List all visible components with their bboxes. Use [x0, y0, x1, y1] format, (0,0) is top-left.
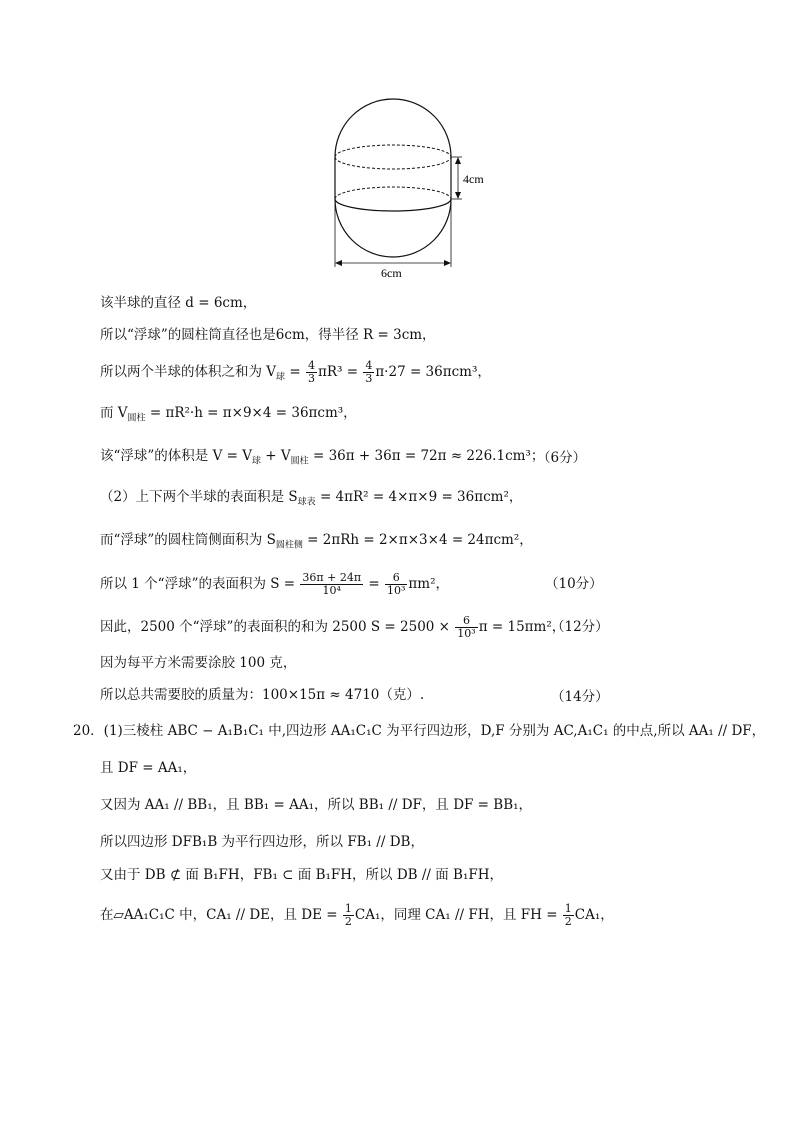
problem-20-line-5: 又由于 DB ⊄ 面 B₁FH，FB₁ ⊂ 面 B₁FH，所以 DB // 面 B₁FH， [100, 867, 504, 883]
solution-line-2: 所以“浮球”的圆柱筒直径也是6cm，得半径 R = 3cm， [100, 327, 436, 343]
problem-20-line-1: 20．(1)三棱柱 ABC − A₁B₁C₁ 中,四边形 AA₁C₁C 为平行四边形，D,F 分别为 AC,A₁C₁ 的中点,所以 AA₁ // DF， [73, 723, 766, 739]
bottom-ellipse-back [335, 187, 451, 199]
total-surface-line: 因此，2500 个“浮球”的表面积的和为 2500 S = 2500 × $\frac{6}{\text{10³}}$ π = 15πm²， [100, 614, 566, 640]
score-10: （10分） [545, 576, 603, 592]
glue-rate-line: 因为每平方米需要涂胶 100 克， [100, 655, 297, 671]
cylinder-surface-line: 而“浮球”的圆柱筒侧面积为 $S_{圆柱侧} = 2\pi Rh = 2\times\pi\times 3\times 4 = 24\pi cm^2$， [100, 532, 533, 551]
score-6: （6分） [537, 450, 587, 466]
top-ellipse-back [335, 145, 451, 157]
float-ball-figure [320, 95, 500, 280]
score-12: （12分） [551, 619, 609, 635]
cylinder-volume-line: 而 $V_{圆柱} = \pi R^2\cdot h = \pi\times 9\times 4 = 36\pi cm^3$， [100, 405, 357, 424]
problem-20-line-3: 又因为 AA₁ // BB₁，且 BB₁ = AA₁，所以 BB₁ // DF，且 DF = BB₁， [100, 797, 533, 813]
solution-line-1: 该半球的直径 d = 6cm， [100, 295, 257, 311]
problem-20-line-2: 且 DF = AA₁， [100, 760, 197, 776]
problem-20-line-6: 在▱AA₁C₁C 中，CA₁ // DE，且 DE = $\frac{1}{2}$ CA₁，同理 CA₁ // FH，且 FH = $\frac{1}{2}$ CA₁， [100, 902, 614, 928]
single-ball-surface-line: 所以 1 个“浮球”的表面积为 S = $\frac{36\pi + 24\pi}{\text{10⁴}}$ = $\frac{6}{\text{10³}}$ πm²， [100, 571, 450, 597]
width-label: 6cm [381, 266, 402, 280]
hemisphere-surface-line: （2）上下两个半球的表面积是 $S_{球表} = 4\pi R^2 = 4\times\pi\times 9 = 36\pi cm^2$， [100, 489, 523, 508]
total-volume-line: 该“浮球”的体积是 $V = V_球 + V_{圆柱} = 36\pi + 36\pi = 72\pi \approx 226.1cm^3$； [100, 448, 545, 467]
problem-20-line-4: 所以四边形 DFB₁B 为平行四边形，所以 FB₁ // DB， [100, 834, 424, 850]
bottom-ellipse-front [335, 199, 451, 211]
top-ellipse-front [335, 157, 451, 169]
height-label: 4cm [463, 172, 484, 186]
glue-total-line: 所以总共需要胶的质量为：100×15π ≈ 4710（克）. [100, 687, 425, 703]
hemisphere-volume-line: 所以两个半球的体积之和为 $V_球$ = $\frac{4}{3}$ πR³ = $\frac{4}{3}$ π·27 = 36πcm³， [100, 359, 491, 385]
score-14: （14分） [551, 689, 609, 705]
